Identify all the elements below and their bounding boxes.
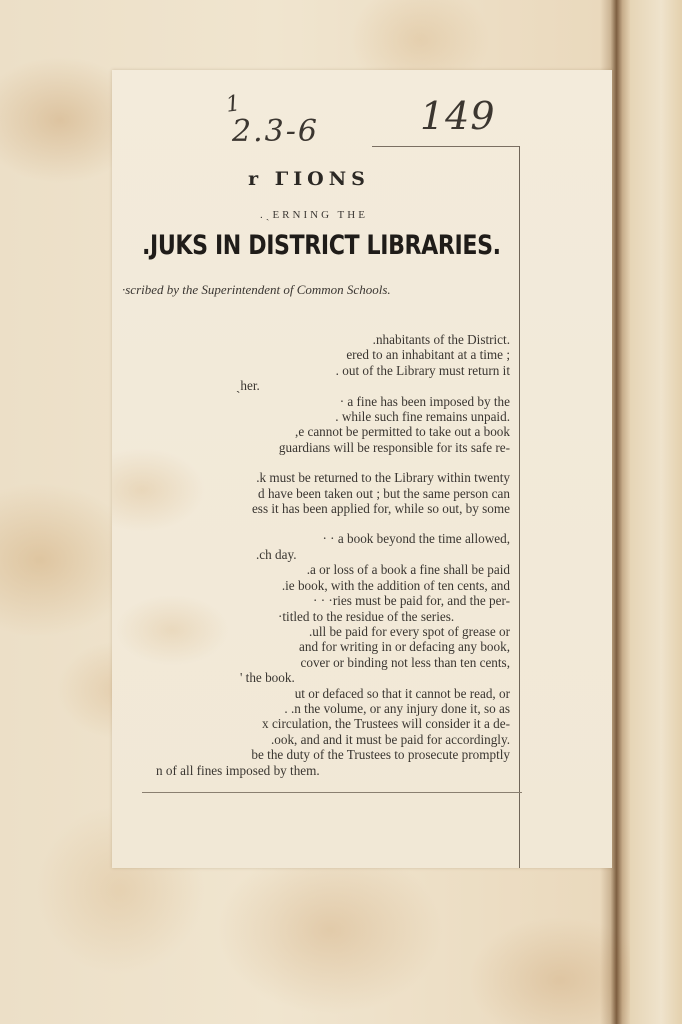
- rule-line: .nhabitants of the District.: [372, 332, 510, 347]
- rule-line: ˏher.: [236, 378, 260, 394]
- handwritten-prefix: 1: [224, 91, 242, 118]
- rule-line: and for writing in or defacing any book,: [299, 639, 510, 655]
- rule-line: ·titled to the residue of the series.: [278, 608, 455, 624]
- pasted-regulations-label: [112, 70, 612, 868]
- rule-line: .ull be paid for every spot of grease or: [308, 623, 510, 639]
- rule-line: .a or loss of a book a fine shall be paid: [306, 562, 510, 578]
- regulations-text: [132, 332, 510, 778]
- rule-line: d have been taken out ; but the same person can: [258, 485, 510, 501]
- prescribed-by-line: ·scribed by the Superintendent of Common Schools.: [122, 282, 391, 297]
- rule-line: guardians will be responsible for its safe re-: [278, 439, 510, 455]
- rule-line: .ook, and and it must be paid for accordingly.: [270, 731, 510, 747]
- rule-line: ,e cannot be permitted to take out a book: [295, 424, 510, 440]
- rule-line: .ch day.: [256, 546, 297, 562]
- handwriting-underline: [372, 146, 520, 147]
- label-border-bottom: [142, 792, 522, 793]
- rule-line: ut or defaced so that it cannot be read, or: [294, 685, 510, 701]
- title-fragment: r ΓIONS: [248, 168, 370, 190]
- label-heading: .JUKS IN DISTRICT LIBRARIES.: [142, 230, 501, 261]
- rule-line: ' the book.: [240, 670, 295, 686]
- handwritten-number: 2.3-6: [232, 114, 319, 149]
- rule-line: .k must be returned to the Library within twenty: [256, 470, 510, 486]
- rule-line: · · a book beyond the time allowed,: [322, 531, 510, 547]
- rule-line: ess it has been applied for, while so out, by some: [251, 501, 510, 517]
- rule-line: . .n the volume, or any injury done it, so as: [284, 700, 510, 716]
- paragraph-gap: [132, 516, 510, 531]
- rule-line: . out of the Library must return it: [335, 362, 510, 378]
- rule-line: .ie book, with the addition of ten cents, and: [281, 577, 510, 593]
- rule-line: cover or binding not less than ten cents,: [300, 654, 510, 670]
- rule-line: . while such fine remains unpaid.: [335, 409, 510, 425]
- paragraph-gap: [132, 455, 510, 470]
- handwritten-suffix: 149: [420, 94, 496, 138]
- rule-line: · a fine has been imposed by the: [339, 393, 510, 409]
- rule-line: be the duty of the Trustees to prosecute promptly: [251, 747, 510, 763]
- rule-line: ered to an inhabitant at a time ;: [346, 347, 510, 363]
- subtitle-fragment: .ˏERNING THE: [260, 209, 368, 221]
- rule-line: x circulation, the Trustees will consider it a de-: [262, 716, 510, 732]
- facing-page-strip: [630, 0, 682, 1024]
- rule-line: n of all fines imposed by them.: [156, 762, 320, 778]
- rule-line: · · ·ries must be paid for, and the per-: [313, 593, 510, 609]
- label-border-right: [519, 146, 520, 868]
